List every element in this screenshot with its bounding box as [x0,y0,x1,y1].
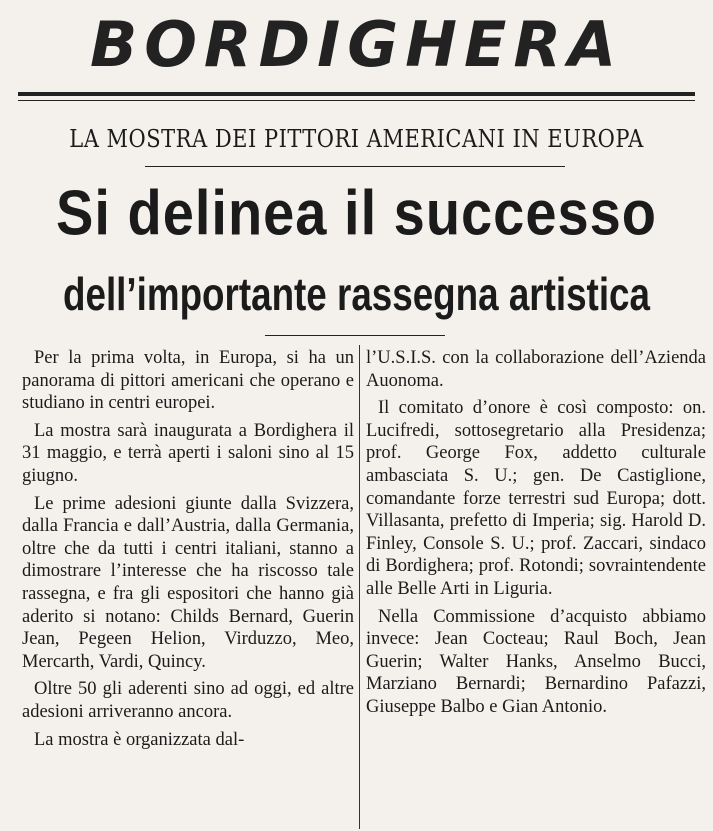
main-headline: Si delinea il successo [56,177,657,248]
paragraph: Le prime adesioni giunte dalla Svizzera, dalla Francia e dall’Austria, dalla Germania, oltre che da tutti i centri italiani, stanno a dimostrare l’interesse che ha riscosso tale rassegna, e fra gli espositori che hanno già aderito si notano: Childs Bernard, Guerin Jean, Pegeen Helion, Virduzzo, Meo, Mercarth, Vardi, Quincy. [22,493,354,672]
article-column-left [22,347,354,756]
masthead: BORDIGHERA [89,8,624,81]
paragraph: Nella Commissione d’acquisto abbiamo invece: Jean Cocteau; Raul Boch, Jean Guerin; Walter Hanks, Anselmo Bucci, Marziano Bernardi; Bernardino Pafazzi, Giuseppe Balbo e Gian Antonio. [366,606,706,717]
masthead-thin-rule [18,100,695,101]
paragraph: La mostra è organizzata dal- [34,729,245,750]
paragraph: Oltre 50 gli aderenti sino ad oggi, ed altre adesioni arriveranno ancora. [22,679,354,722]
sub-headline: dell’importante rassegna artistica [63,269,650,321]
kicker-headline: LA MOSTRA DEI PITTORI AMERICANI IN EUROPA [69,125,644,153]
kicker-rule [145,166,565,167]
paragraph: Il comitato d’onore è così composto: on. Lucifredi, sottosegretario alla Presidenza; prof. George Fox, addetto culturale ambasciata S. U.; gen. De Castiglione, comandante forze terrestri sud Europa; dott. Villasanta, prefetto di Imperia; sig. Harold D. Finley, Console S. U.; prof. Zaccari, sindaco di Bordighera; prof. Rotondi; sovraintendente alle Belle Arti in Liguria. [366,398,706,599]
paragraph: l’U.S.I.S. con la collaborazione dell’Azienda Auonoma. [366,348,706,391]
paragraph: La mostra sarà inaugurata a Bordighera il 31 maggio, e terrà aperti i saloni sino al 15 giugno. [22,420,354,486]
column-divider [359,345,360,829]
headline-rule [265,335,445,336]
paragraph: Per la prima volta, in Europa, si ha un panorama di pittori americani che operano e studiano in centri europei. [22,348,354,414]
article-column-right [366,347,706,724]
masthead-rule [18,92,695,96]
